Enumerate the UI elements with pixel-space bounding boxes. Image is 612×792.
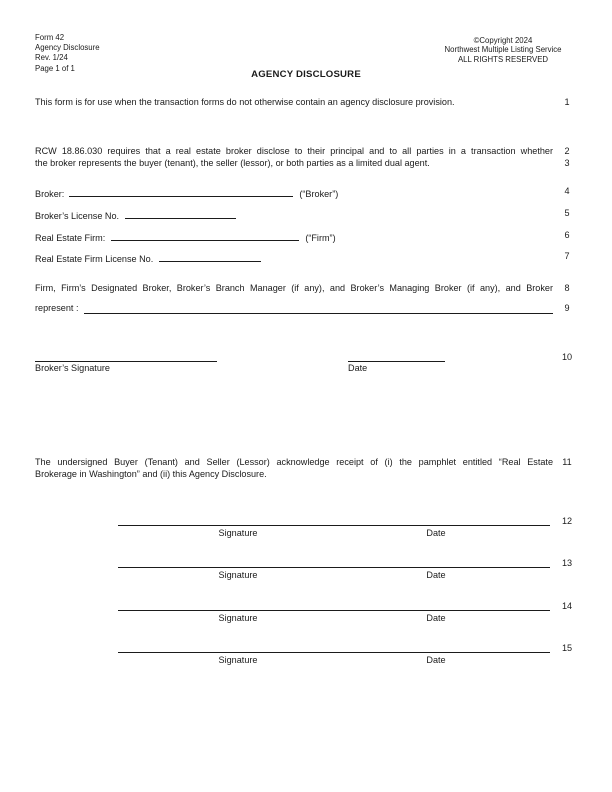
firm-name-field[interactable] bbox=[111, 230, 299, 241]
firm-license-row bbox=[35, 251, 261, 265]
form-revision: Rev. 1/24 bbox=[35, 53, 68, 63]
broker-license-label: Broker’s License No. bbox=[35, 211, 120, 221]
firm-license-field[interactable] bbox=[159, 251, 261, 262]
copyright-line: ©Copyright 2024 bbox=[473, 36, 533, 45]
rights-line: ALL RIGHTS RESERVED bbox=[457, 54, 549, 64]
firm-label: Real Estate Firm: bbox=[35, 233, 106, 243]
firm-row bbox=[35, 230, 336, 244]
line-number-10: 10 bbox=[561, 352, 573, 362]
line-number-2: 2 bbox=[564, 146, 570, 156]
line-number-6: 6 bbox=[564, 230, 570, 240]
signature-label: Signature bbox=[218, 613, 258, 623]
represent-label: represent : bbox=[35, 303, 79, 313]
line-number-11: 11 bbox=[562, 457, 572, 467]
rcw-paragraph-line-b: the broker represents the buyer (tenant), the seller (lessor), or both parties as a limited dual agent. bbox=[35, 158, 430, 168]
signature-field[interactable] bbox=[118, 516, 550, 526]
acknowledge-line-a: The undersigned Buyer (Tenant) and Seller (Lessor) acknowledge receipt of (i) the pamphlet entitled “Real Estate bbox=[35, 457, 553, 467]
line-number-8: 8 bbox=[564, 283, 570, 293]
page-title: AGENCY DISCLOSURE bbox=[251, 69, 361, 80]
publisher-line: Northwest Multiple Listing Service bbox=[444, 45, 562, 55]
date-label: Date bbox=[426, 528, 446, 538]
represent-paragraph-line-a: Firm, Firm’s Designated Broker, Broker’s Branch Manager (if any), and Broker’s Managing Broker (if any), and Broker bbox=[35, 283, 553, 293]
signature-label: Signature bbox=[218, 570, 258, 580]
broker-license-row bbox=[35, 208, 236, 222]
date-label: Date bbox=[426, 570, 446, 580]
firm-license-label: Real Estate Firm License No. bbox=[35, 254, 154, 264]
broker-signature-date-field[interactable] bbox=[348, 352, 445, 362]
date-label: Date bbox=[426, 613, 446, 623]
date-label: Date bbox=[426, 655, 446, 665]
line-number-5: 5 bbox=[564, 208, 570, 218]
broker-signature-date-label: Date bbox=[348, 363, 368, 373]
represent-row bbox=[35, 303, 553, 314]
broker-name-field[interactable] bbox=[69, 186, 293, 197]
signature-label: Signature bbox=[218, 528, 258, 538]
line-number-4: 4 bbox=[564, 186, 570, 196]
broker-row bbox=[35, 186, 338, 200]
form-number: Form 42 bbox=[35, 33, 65, 42]
line-number-13: 13 bbox=[561, 558, 573, 568]
signature-field[interactable] bbox=[118, 558, 550, 568]
signature-label: Signature bbox=[218, 655, 258, 665]
form-title-small: Agency Disclosure bbox=[35, 43, 100, 53]
broker-license-field[interactable] bbox=[125, 208, 236, 219]
line-number-14: 14 bbox=[561, 601, 573, 611]
broker-label: Broker: bbox=[35, 189, 65, 199]
line-number-9: 9 bbox=[564, 303, 570, 313]
firm-suffix: (“Firm”) bbox=[305, 233, 336, 243]
line-number-1: 1 bbox=[564, 97, 570, 107]
acknowledge-line-b: Brokerage in Washington” and (ii) this Agency Disclosure. bbox=[35, 469, 267, 479]
copyright-block bbox=[393, 36, 612, 64]
line-number-12: 12 bbox=[561, 516, 573, 526]
signature-field[interactable] bbox=[118, 643, 550, 653]
form-header-block bbox=[35, 33, 100, 74]
rcw-paragraph-line-a: RCW 18.86.030 requires that a real estate broker disclose to their principal and to all parties in a transaction whether bbox=[35, 146, 553, 156]
represent-field[interactable] bbox=[84, 303, 553, 314]
broker-suffix: (“Broker”) bbox=[299, 189, 339, 199]
line-number-3: 3 bbox=[564, 158, 570, 168]
signature-field[interactable] bbox=[118, 601, 550, 611]
line-number-15: 15 bbox=[561, 643, 573, 653]
broker-signature-field[interactable] bbox=[35, 352, 217, 362]
broker-signature-label: Broker’s Signature bbox=[35, 363, 110, 373]
line-number-7: 7 bbox=[564, 251, 570, 261]
intro-text: This form is for use when the transaction forms do not otherwise contain an agency disclosure provision. bbox=[35, 97, 455, 107]
form-page-count: Page 1 of 1 bbox=[35, 63, 75, 73]
